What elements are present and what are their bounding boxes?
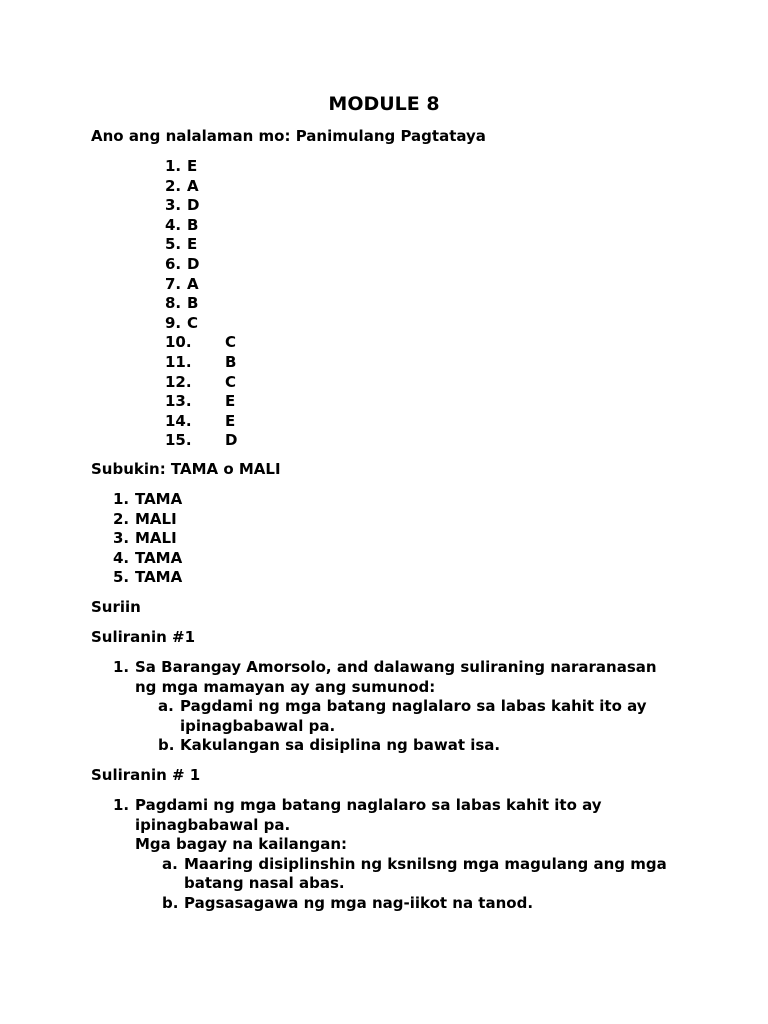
item-text: Pagdami ng mga batang naglalaro sa labas kahit ito ay xyxy=(135,796,602,814)
item-answer: TAMA xyxy=(135,548,183,567)
section-heading-pagtataya: Ano ang nalalaman mo: Panimulang Pagtataya xyxy=(91,127,486,145)
item-number: 12. xyxy=(165,372,192,391)
item-number: 2. xyxy=(165,176,182,195)
item-text: Mga bagay na kailangan: xyxy=(135,835,348,854)
sub-item-letter: a. xyxy=(158,697,174,716)
item-number: 8. xyxy=(165,294,182,313)
item-number: 9. xyxy=(165,313,182,332)
item-number: 6. xyxy=(165,255,182,273)
item-number: 14. xyxy=(165,411,192,430)
section-heading-suliranin: Suliranin #1 xyxy=(91,628,196,646)
item-answer: C xyxy=(225,333,237,352)
item-text: Sa Barangay Amorsolo, and dalawang suliraning nararanasan xyxy=(135,658,657,676)
item-number: 2. xyxy=(113,509,130,528)
sub-item-text: batang nasal abas. xyxy=(184,874,345,893)
item-answer: E xyxy=(225,411,236,430)
item-answer: TAMA xyxy=(135,490,183,508)
item-answer: A xyxy=(187,274,199,293)
sub-item-text: Maaring disiplinshin ng ksnilsng mga magulang ang mga xyxy=(184,854,667,873)
item-number: 1. xyxy=(113,796,130,814)
item-text: ng mga mamayan ay ang sumunod: xyxy=(135,677,436,696)
item-answer: C xyxy=(187,313,199,332)
page-title: MODULE 8 xyxy=(328,93,440,115)
item-number: 13. xyxy=(165,392,192,411)
item-number: 11. xyxy=(165,353,192,371)
item-answer: B xyxy=(225,353,237,371)
item-number: 1. xyxy=(113,658,130,676)
item-answer: TAMA xyxy=(135,568,183,587)
sub-item-letter: b. xyxy=(162,894,179,912)
item-number: 3. xyxy=(113,529,130,548)
item-answer: D xyxy=(225,431,238,450)
sub-item-text: Kakulangan sa disiplina ng bawat isa. xyxy=(180,736,501,755)
section-heading-suriin: Suriin xyxy=(91,598,141,616)
section-heading-subukin: Subukin: TAMA o MALI xyxy=(91,460,281,478)
item-answer: B xyxy=(187,215,199,234)
item-answer: C xyxy=(225,372,237,391)
item-number: 10. xyxy=(165,333,192,352)
item-answer: MALI xyxy=(135,509,177,528)
item-text: ipinagbabawal pa. xyxy=(135,815,291,834)
item-number: 1. xyxy=(165,157,182,175)
sub-item-letter: a. xyxy=(162,854,178,873)
item-answer: E xyxy=(187,235,198,254)
item-number: 4. xyxy=(165,215,182,234)
item-number: 7. xyxy=(165,274,182,293)
item-number: 5. xyxy=(113,568,130,587)
item-answer: MALI xyxy=(135,529,177,548)
item-number: 1. xyxy=(113,490,130,508)
sub-item-text: ipinagbabawal pa. xyxy=(180,716,336,735)
item-answer: B xyxy=(187,294,199,313)
item-answer: A xyxy=(187,176,199,195)
sub-item-letter: b. xyxy=(158,736,175,755)
item-answer: E xyxy=(225,392,236,411)
item-answer: E xyxy=(187,157,198,175)
item-number: 4. xyxy=(113,548,130,567)
item-number: 15. xyxy=(165,431,192,450)
sub-item-text: Pagdami ng mga batang naglalaro sa labas kahit ito ay xyxy=(180,697,647,716)
section-heading-suliranin-2: Suliranin # 1 xyxy=(91,766,201,784)
item-number: 5. xyxy=(165,235,182,254)
item-number: 3. xyxy=(165,196,182,215)
item-answer: D xyxy=(187,196,200,215)
sub-item-text: Pagsasagawa ng mga nag-iikot na tanod. xyxy=(184,894,534,912)
item-answer: D xyxy=(187,255,200,273)
